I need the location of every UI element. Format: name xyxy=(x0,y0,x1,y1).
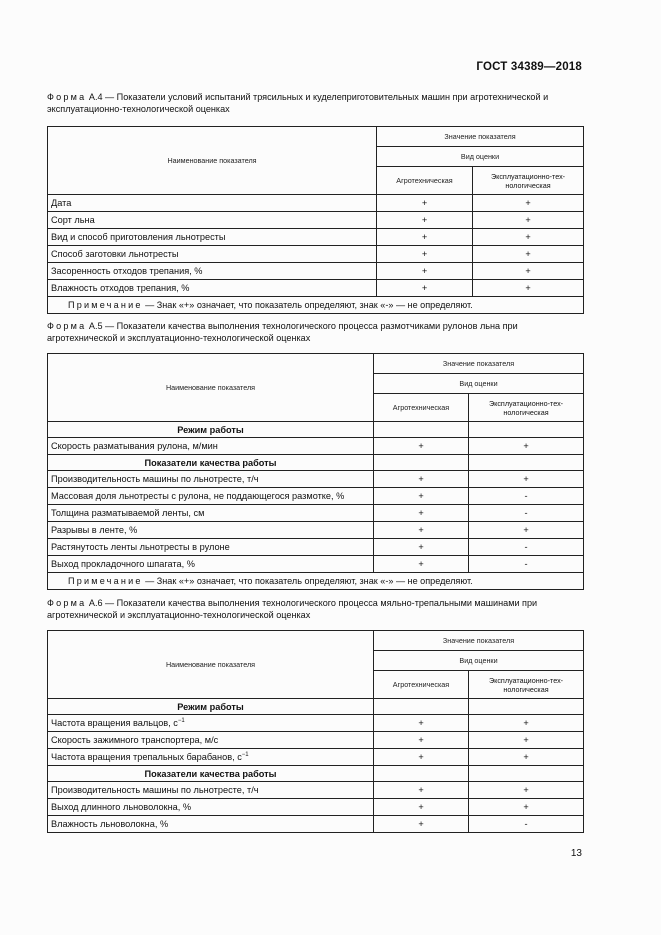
header-value: Значение показателя xyxy=(374,354,584,374)
table-row xyxy=(48,471,584,488)
header-name: Наименование показателя xyxy=(48,127,377,195)
row-name: Массовая доля льнотресты с рулона, не поддающегося размотке, % xyxy=(48,488,374,505)
header-agro: Агротехническая xyxy=(377,167,473,195)
form-a4-caption xyxy=(47,91,583,115)
table-row xyxy=(48,732,584,749)
table-row xyxy=(48,488,584,505)
table-row xyxy=(48,539,584,556)
expl-mark: + xyxy=(473,246,584,263)
agro-mark: + xyxy=(377,212,473,229)
header-value: Значение показателя xyxy=(374,631,584,651)
agro-mark: + xyxy=(374,556,469,573)
expl-mark: - xyxy=(469,488,584,505)
header-agro: Агротехническая xyxy=(374,671,469,699)
form-label: Форма xyxy=(47,598,87,608)
row-name: Вид и способ приготовления льнотресты xyxy=(48,229,377,246)
row-name: Дата xyxy=(48,195,377,212)
form-a6-table xyxy=(47,630,584,833)
row-name: Засоренность отходов трепания, % xyxy=(48,263,377,280)
row-name: Производительность машины по льнотресте, т/ч xyxy=(48,471,374,488)
form-a5-table xyxy=(47,353,584,590)
form-number: А.5 xyxy=(88,321,103,331)
agro-mark: + xyxy=(374,799,469,816)
form-a5-rows-1 xyxy=(48,438,584,455)
agro-mark: + xyxy=(377,263,473,280)
header-eval: Вид оценки xyxy=(377,147,584,167)
agro-mark: + xyxy=(374,505,469,522)
section-title: Показатели качества работы xyxy=(48,455,374,471)
agro-mark: + xyxy=(377,246,473,263)
form-number: А.6 xyxy=(88,598,103,608)
expl-mark: - xyxy=(469,556,584,573)
form-a6-caption xyxy=(47,597,583,621)
row-name: Влажность отходов трепания, % xyxy=(48,280,377,297)
row-name: Толщина разматываемой ленты, см xyxy=(48,505,374,522)
row-name: Скорость разматывания рулона, м/мин xyxy=(48,438,374,455)
row-name: Выход прокладочного шпагата, % xyxy=(48,556,374,573)
expl-mark: - xyxy=(469,505,584,522)
table-row xyxy=(48,715,584,732)
table-row xyxy=(48,556,584,573)
expl-mark: + xyxy=(469,522,584,539)
expl-mark: + xyxy=(473,212,584,229)
section-title: Показатели качества работы xyxy=(48,766,374,782)
agro-mark: + xyxy=(374,522,469,539)
expl-mark: + xyxy=(469,732,584,749)
agro-mark: + xyxy=(374,471,469,488)
expl-mark: + xyxy=(473,229,584,246)
header-eval: Вид оценки xyxy=(374,651,584,671)
page-number: 13 xyxy=(570,848,582,859)
standard-number: ГОСТ 34389—2018 xyxy=(476,61,582,73)
form-a5-caption xyxy=(47,320,583,344)
form-title: — Показатели качества выполнения технологического процесса размотчиками рулонов льна при агротехнической и эксплуатационно-технологической оценках xyxy=(47,321,518,343)
form-a4-table xyxy=(47,126,584,314)
row-name: Частота вращения вальцов, $с^{-1}$ xyxy=(48,715,374,732)
agro-mark: + xyxy=(374,715,469,732)
agro-mark: + xyxy=(374,539,469,556)
form-label: Форма xyxy=(47,92,87,102)
expl-mark: + xyxy=(469,749,584,766)
table-row xyxy=(48,280,584,297)
row-name: Скорость зажимного транспортера, м/с xyxy=(48,732,374,749)
form-a5-rows-2 xyxy=(48,471,584,573)
form-a4-rows xyxy=(48,195,584,297)
table-row xyxy=(48,246,584,263)
table-note: Примечание — Знак «+» означает, что показатель определяют, знак «-» — не определяют. xyxy=(48,297,584,314)
form-a6-rows-1 xyxy=(48,715,584,766)
table-row xyxy=(48,438,584,455)
expl-mark: + xyxy=(473,263,584,280)
agro-mark: + xyxy=(374,488,469,505)
table-row xyxy=(48,195,584,212)
row-name: Производительность машины по льнотресте, т/ч xyxy=(48,782,374,799)
header-agro: Агротехническая xyxy=(374,394,469,422)
row-name: Способ заготовки льнотресты xyxy=(48,246,377,263)
table-note: Примечание — Знак «+» означает, что показатель определяют, знак «-» — не определяют. xyxy=(48,573,584,590)
row-name: Выход длинного льноволокна, % xyxy=(48,799,374,816)
table-row xyxy=(48,749,584,766)
header-expl: Эксплуатационно-тех-нологическая xyxy=(473,167,584,195)
expl-mark: - xyxy=(469,816,584,833)
expl-mark: + xyxy=(469,471,584,488)
form-title: — Показатели условий испытаний трясильных и куделеприготовительных машин при агротехнической и эксплуатационно-технологической оценках xyxy=(47,92,549,114)
row-name: Частота вращения трепальных барабанов, $с^{-1}$ xyxy=(48,749,374,766)
section-title: Режим работы xyxy=(48,422,374,438)
expl-mark: + xyxy=(469,715,584,732)
table-row xyxy=(48,522,584,539)
header-eval: Вид оценки xyxy=(374,374,584,394)
row-name: Влажность льноволокна, % xyxy=(48,816,374,833)
agro-mark: + xyxy=(374,438,469,455)
table-row xyxy=(48,782,584,799)
agro-mark: + xyxy=(377,195,473,212)
agro-mark: + xyxy=(374,816,469,833)
expl-mark: + xyxy=(473,280,584,297)
table-row xyxy=(48,799,584,816)
expl-mark: + xyxy=(469,782,584,799)
expl-mark: - xyxy=(469,539,584,556)
table-row xyxy=(48,229,584,246)
header-expl: Эксплуатационно-тех-нологическая xyxy=(469,394,584,422)
table-row xyxy=(48,263,584,280)
table-row xyxy=(48,816,584,833)
agro-mark: + xyxy=(374,732,469,749)
row-name: Растянутость ленты льнотресты в рулоне xyxy=(48,539,374,556)
header-name: Наименование показателя xyxy=(48,631,374,699)
form-number: А.4 xyxy=(88,92,103,102)
row-name: Разрывы в ленте, % xyxy=(48,522,374,539)
form-label: Форма xyxy=(47,321,87,331)
agro-mark: + xyxy=(374,782,469,799)
expl-mark: + xyxy=(469,438,584,455)
header-expl: Эксплуатационно-тех-нологическая xyxy=(469,671,584,699)
agro-mark: + xyxy=(377,229,473,246)
header-value: Значение показателя xyxy=(377,127,584,147)
header-name: Наименование показателя xyxy=(48,354,374,422)
table-row xyxy=(48,212,584,229)
form-title: — Показатели качества выполнения технологического процесса мяльно-трепальными машинами при агротехнической и эксплуатационно-технологической оценках xyxy=(47,598,538,620)
expl-mark: + xyxy=(473,195,584,212)
table-row xyxy=(48,505,584,522)
form-a6-rows-2 xyxy=(48,782,584,833)
agro-mark: + xyxy=(377,280,473,297)
row-name: Сорт льна xyxy=(48,212,377,229)
section-title: Режим работы xyxy=(48,699,374,715)
expl-mark: + xyxy=(469,799,584,816)
agro-mark: + xyxy=(374,749,469,766)
